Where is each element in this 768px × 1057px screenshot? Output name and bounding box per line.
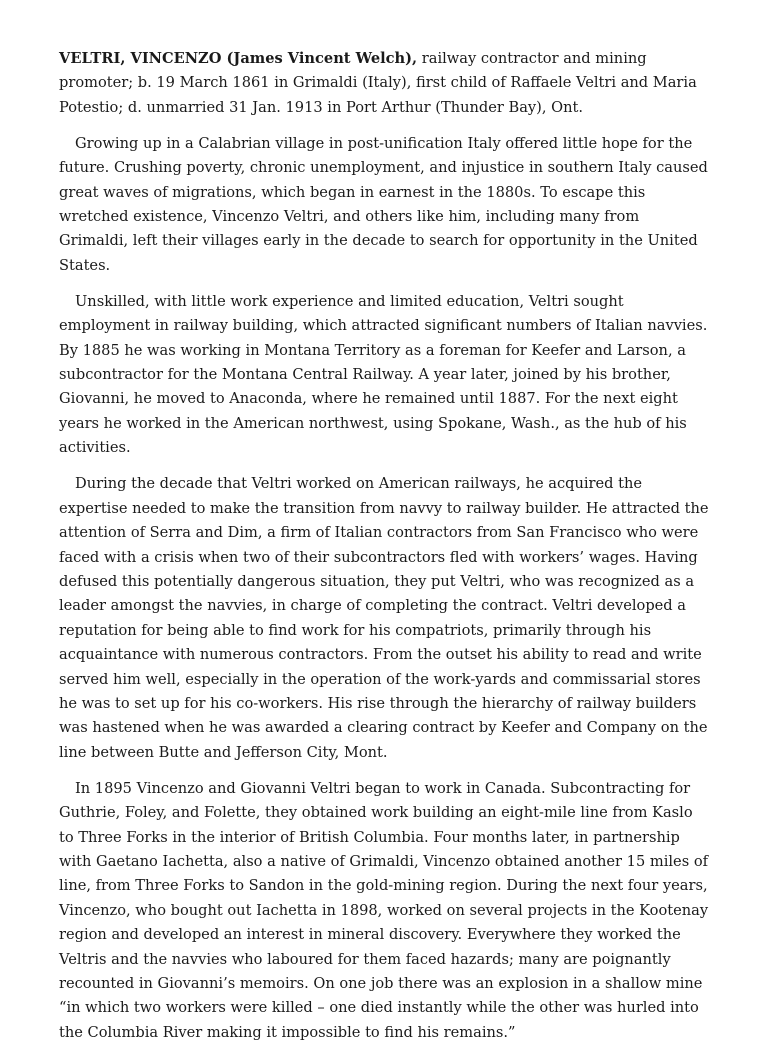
entry-headword: VELTRI, VINCENZO (James Vincent Welch), bbox=[59, 50, 418, 67]
body-paragraph-2: Unskilled, with little work experience and limited education, Veltri sought employment in railway building, which attracted significant numbers of Italian navvies. By 1885 he was working in Montana Territory as a foreman for Keefer and Larson, a subcontractor for the Montana Central Railway. A year later, joined by his brother, Giovanni, he moved to Anaconda, where he remained until 1887. For the next eight years he worked in the American northwest, using Spokane, Wash., as the hub of his activities. bbox=[59, 292, 708, 457]
entry-intro-paragraph bbox=[59, 47, 711, 120]
entry-intro-text: railway contractor and mining promoter; b. 19 March 1861 in Grimaldi (Italy), first child of Raffaele Veltri and Maria Potestio; d. unmarried 31 Jan. 1913 in Port Arthur (Thunder Bay), Ont. bbox=[59, 50, 697, 116]
body-paragraph-4: In 1895 Vincenzo and Giovanni Veltri began to work in Canada. Subcontracting for Guthrie, Foley, and Folette, they obtained work building an eight-mile line from Kaslo to Three Forks in the interior of British Columbia. Four months later, in partnership with Gaetano Iachetta, also a native of Grimaldi, Vincenzo obtained another 15 miles of line, from Three Forks to Sandon in the gold-mining region. During the next four years, Vincenzo, who bought out Iachetta in 1898, worked on several projects in the Kootenay region and developed an interest in mineral discovery. Everywhere they worked the Veltris and the navvies who laboured for them faced hazards; many are poignantly recounted in Giovanni’s memoirs. On one job there was an explosion in a shallow mine “in which two workers were killed – one died instantly while the other was hurled into the Columbia River making it impossible to find his remains.” bbox=[59, 779, 709, 1041]
body-paragraph-1: Growing up in a Calabrian village in post-unification Italy offered little hope for the future. Crushing poverty, chronic unemployment, and injustice in southern Italy caused great waves of migrations, which began in earnest in the 1880s. To escape this wretched existence, Vincenzo Veltri, and others like him, including many from Grimaldi, left their villages early in the decade to search for opportunity in the United States. bbox=[59, 134, 708, 274]
body-paragraph-3: During the decade that Veltri worked on American railways, he acquired the expertise needed to make the transition from navvy to railway builder. He attracted the attention of Serra and Dim, a firm of Italian contractors from San Francisco who were faced with a crisis when two of their subcontractors fled with workers’ wages. Having defused this potentially dangerous situation, they put Veltri, who was recognized as a leader amongst the navvies, in charge of completing the contract. Veltri developed a reputation for being able to find work for his compatriots, primarily through his acquaintance with numerous contractors. From the outset his ability to read and write served him well, especially in the operation of the work-yards and commissarial stores he was to set up for his co-workers. His rise through the hierarchy of railway builders was hastened when he was awarded a clearing contract by Keefer and Company on the line between Butte and Jefferson City, Mont. bbox=[59, 475, 709, 761]
biography-document bbox=[59, 47, 711, 1057]
